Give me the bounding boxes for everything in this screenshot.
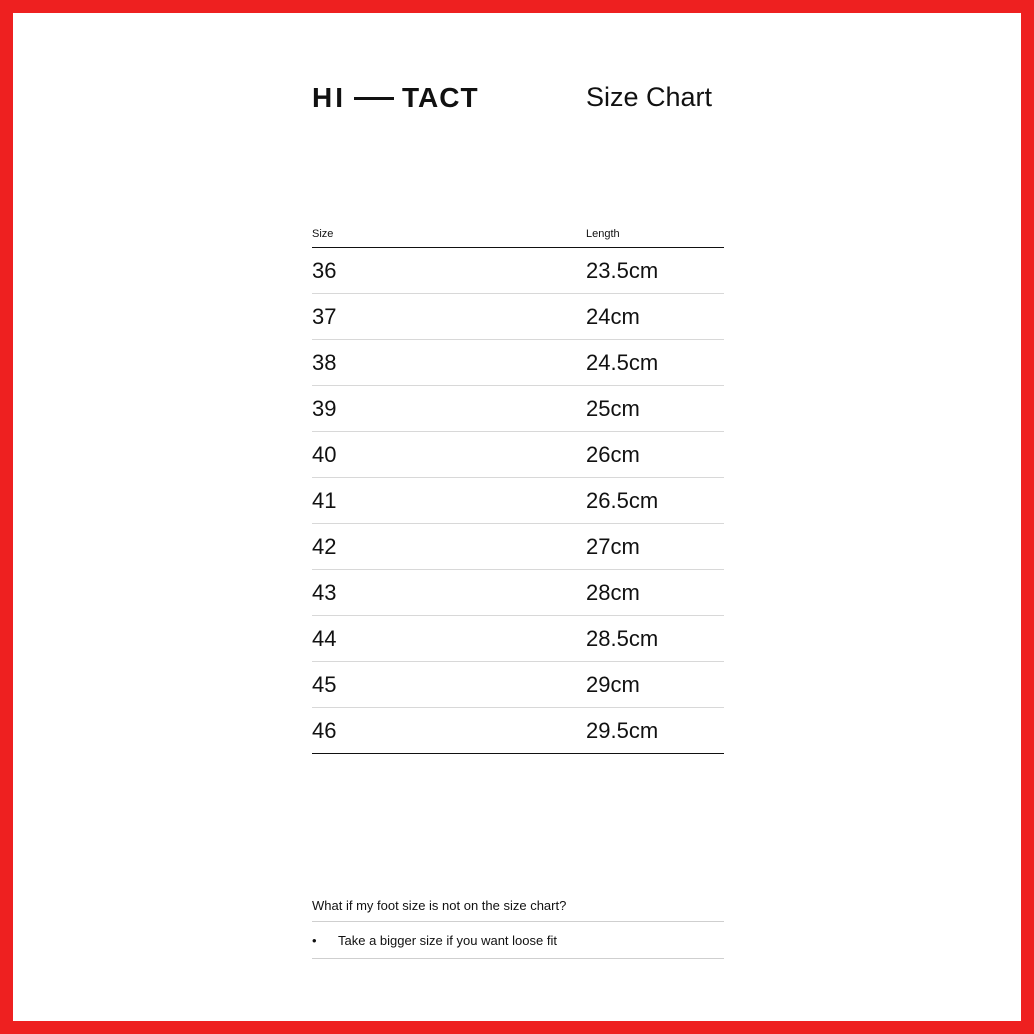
- page-title: Size Chart: [586, 82, 713, 112]
- brand-dash-icon: [354, 97, 394, 100]
- cell-length: 29cm: [586, 662, 724, 708]
- table-row: [312, 708, 724, 754]
- brand-logo: [312, 84, 479, 112]
- cell-length: 24.5cm: [586, 340, 724, 386]
- table-row: [312, 524, 724, 570]
- note-answer-item: [312, 922, 724, 959]
- table-row: [312, 248, 724, 294]
- table-body: [312, 248, 724, 754]
- cell-length: 28.5cm: [586, 616, 724, 662]
- footer-note: [312, 898, 724, 959]
- table-header: [312, 228, 724, 248]
- bullet-icon: •: [312, 933, 317, 948]
- table-row: [312, 386, 724, 432]
- cell-length: 23.5cm: [586, 248, 724, 294]
- cell-size: 43: [312, 570, 586, 616]
- table-row: [312, 340, 724, 386]
- table-row: [312, 570, 724, 616]
- table-row: [312, 616, 724, 662]
- table-row: [312, 432, 724, 478]
- cell-length: 29.5cm: [586, 708, 724, 754]
- cell-length: 25cm: [586, 386, 724, 432]
- cell-size: 38: [312, 340, 586, 386]
- document-header: [312, 84, 724, 128]
- size-chart-table: [312, 228, 724, 754]
- cell-length: 26.5cm: [586, 478, 724, 524]
- cell-length: 27cm: [586, 524, 724, 570]
- table-row: [312, 294, 724, 340]
- cell-size: 42: [312, 524, 586, 570]
- cell-size: 36: [312, 248, 586, 294]
- cell-length: 28cm: [586, 570, 724, 616]
- cell-size: 39: [312, 386, 586, 432]
- brand-name-part1: HI: [312, 82, 346, 113]
- note-question: What if my foot size is not on the size chart?: [312, 898, 724, 922]
- note-answer-text: Take a bigger size if you want loose fit: [338, 933, 557, 948]
- cell-size: 44: [312, 616, 586, 662]
- column-header-size: Size: [312, 228, 586, 248]
- table-header-row: [312, 228, 724, 248]
- cell-size: 41: [312, 478, 586, 524]
- cell-size: 46: [312, 708, 586, 754]
- table-row: [312, 478, 724, 524]
- brand-name-part2: TACT: [402, 82, 479, 113]
- cell-size: 45: [312, 662, 586, 708]
- column-header-length: Length: [586, 228, 724, 248]
- cell-size: 37: [312, 294, 586, 340]
- cell-size: 40: [312, 432, 586, 478]
- cell-length: 24cm: [586, 294, 724, 340]
- cell-length: 26cm: [586, 432, 724, 478]
- table-row: [312, 662, 724, 708]
